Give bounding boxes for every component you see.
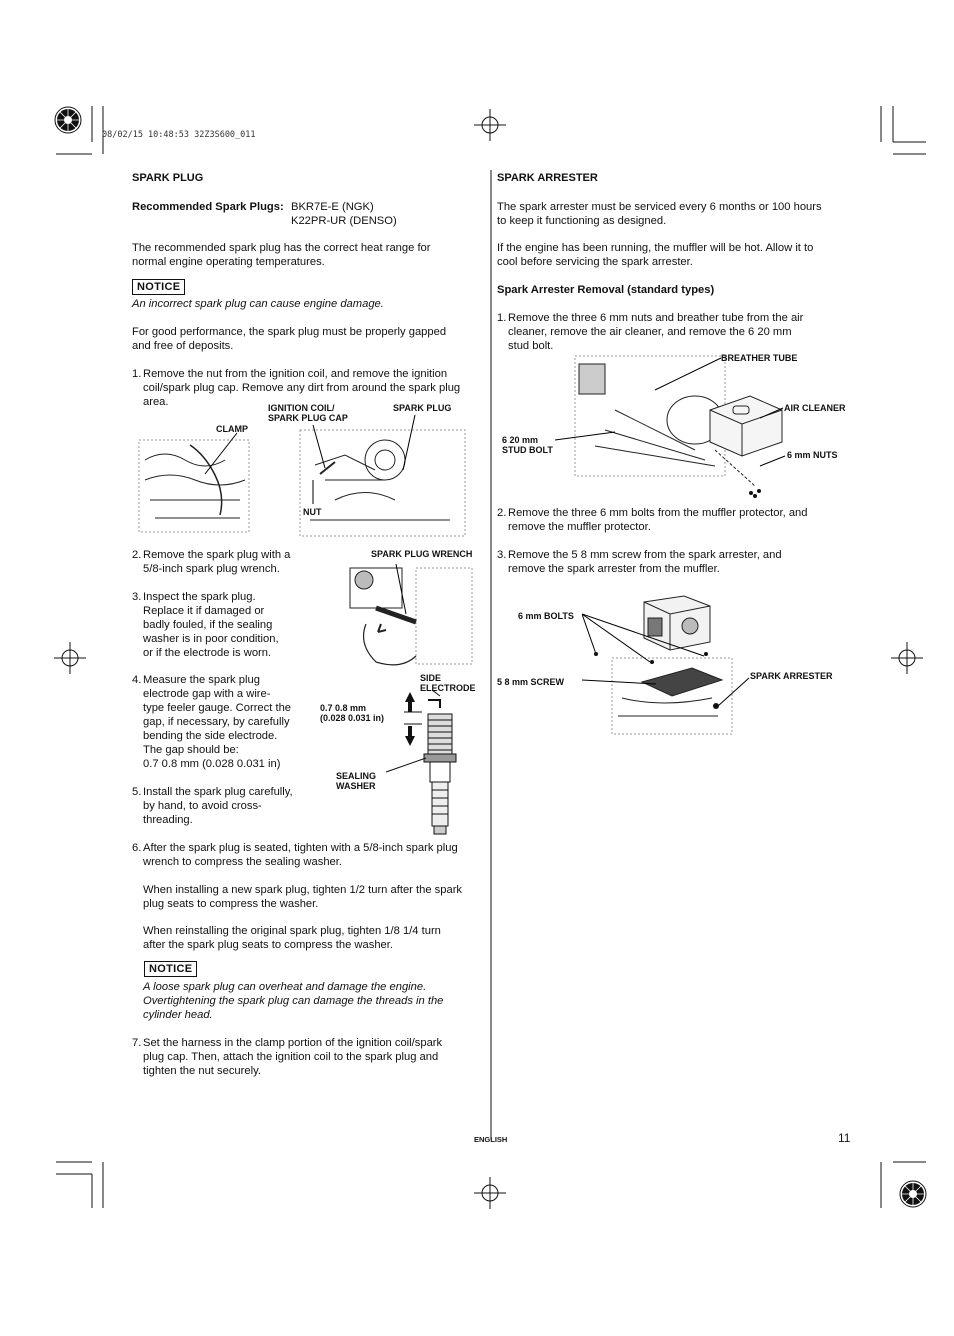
label-sealing-washer: SEALING WASHER (336, 771, 377, 791)
label-air-cleaner: AIR CLEANER (784, 403, 846, 413)
label-clamp: CLAMP (216, 424, 248, 434)
page-number: 11 (838, 1131, 851, 1145)
label-gap: 0.7 0.8 mm (0.028 0.031 in) (320, 703, 385, 723)
notice-badge-2: NOTICE (144, 961, 197, 977)
label-6mm-bolts: 6 mm BOLTS (518, 611, 574, 621)
label-ignition-coil: IGNITION COIL/ SPARK PLUG CAP (268, 403, 348, 423)
spark-arrester-heading: SPARK ARRESTER (497, 172, 598, 184)
label-screw: 5 8 mm SCREW (497, 677, 565, 687)
recommended-plug-2: K22PR-UR (DENSO) (291, 215, 397, 227)
label-6mm-nuts: 6 mm NUTS (787, 450, 838, 460)
label-spark-plug-wrench: SPARK PLUG WRENCH (371, 549, 473, 559)
notice-2-text: A loose spark plug can overheat and damage the engine. Overtightening the spark plug can damage the threads in the cylinder head. (143, 981, 444, 1021)
figure-air-cleaner (555, 350, 798, 500)
label-side-electrode: SIDE ELECTRODE (420, 673, 476, 693)
arrester-subheading: Spark Arrester Removal (standard types) (497, 284, 715, 296)
label-spark-arrester: SPARK ARRESTER (750, 671, 833, 681)
recommended-label: Recommended Spark Plugs: (132, 201, 284, 213)
print-stamp: 08/02/15 10:48:53 32Z3S600_011 (102, 130, 256, 140)
step-6-new-plug: When installing a new spark plug, tighten 1/2 turn after the spark plug seats to compress the washer. (143, 884, 463, 910)
intro-paragraph: The recommended spark plug has the correct heat range for normal engine operating temperatures. (132, 242, 431, 268)
spark-plug-heading: SPARK PLUG (132, 172, 204, 184)
arrester-paragraph-1: The spark arrester must be serviced every 6 months or 100 hours to keep it functioning as designed. (497, 201, 822, 227)
notice-text: An incorrect spark plug can cause engine damage. (132, 298, 384, 310)
label-nut: NUT (303, 507, 322, 517)
label-stud-bolt: 6 20 mm STUD BOLT (502, 435, 553, 455)
notice-badge: NOTICE (132, 279, 185, 295)
arrester-paragraph-2: If the engine has been running, the muffler will be hot. Allow it to cool before servicing the spark arrester. (497, 242, 814, 268)
performance-paragraph: For good performance, the spark plug must be properly gapped and free of deposits. (132, 326, 447, 352)
figure-muffler-protector (582, 588, 752, 738)
figure-spark-plug-wrench (346, 564, 476, 670)
recommended-plug-1: BKR7E-E (NGK) (291, 201, 374, 213)
label-spark-plug: SPARK PLUG (393, 403, 452, 413)
figure-spark-plug (380, 690, 480, 840)
label-breather-tube: BREATHER TUBE (721, 353, 798, 363)
step-6-original-plug: When reinstalling the original spark plug, tighten 1/8 1/4 turn after the spark plug seats to compress the washer. (143, 925, 441, 951)
footer-language: ENGLISH (474, 1135, 508, 1144)
